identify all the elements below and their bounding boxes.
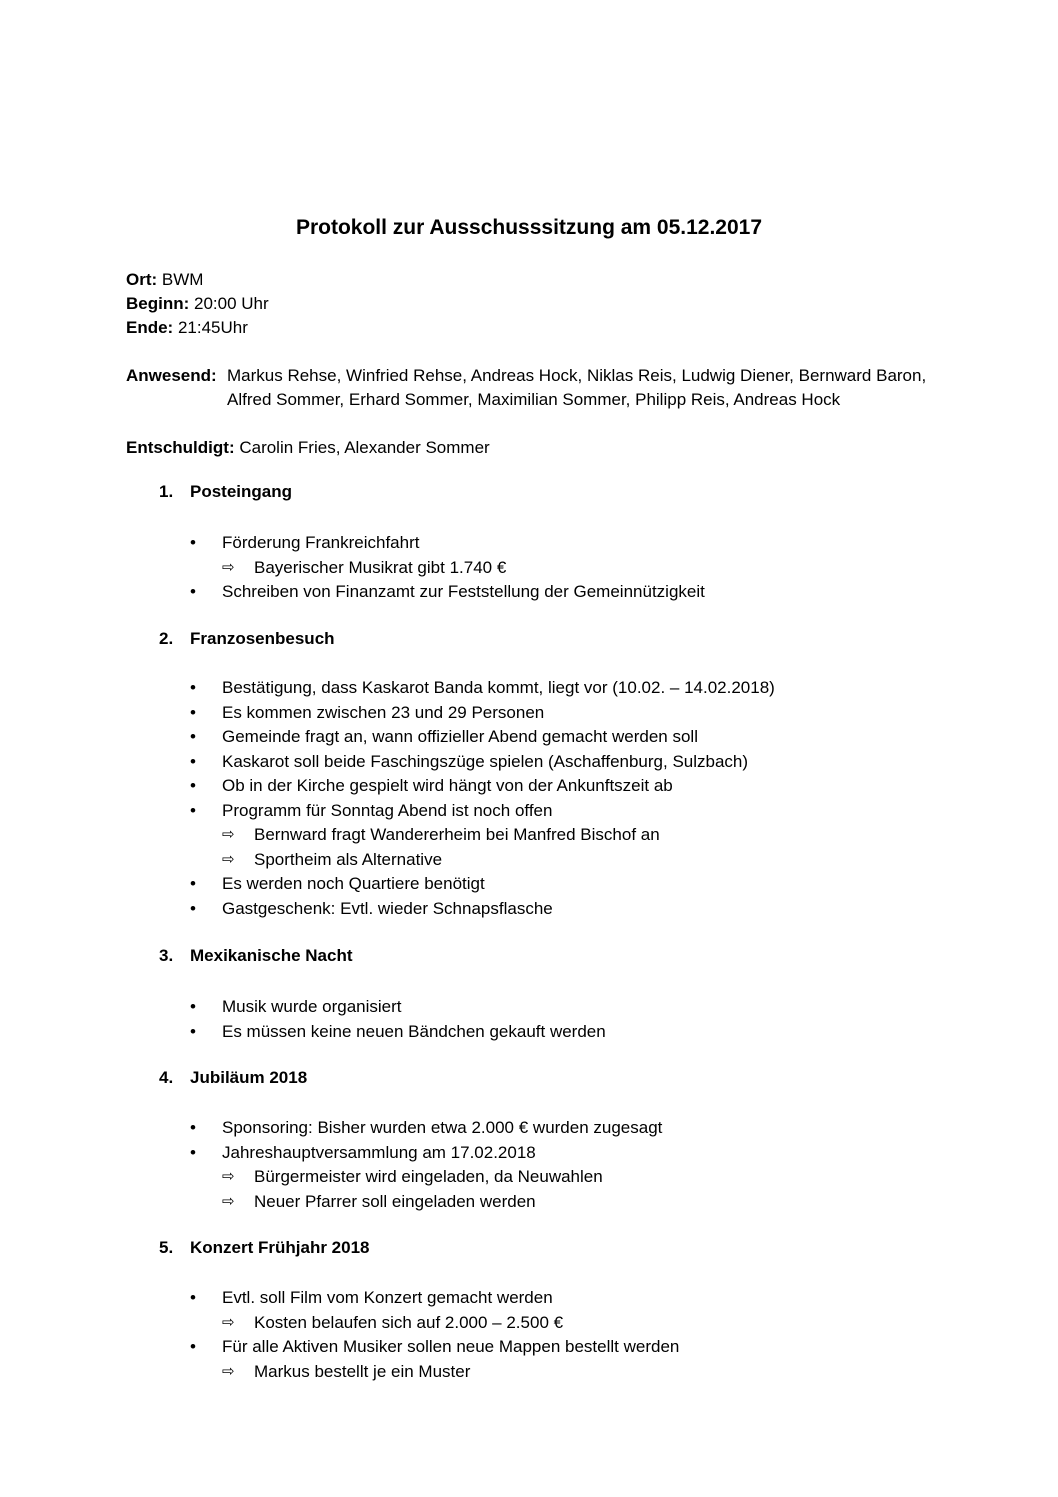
sub-list-item: ⇨ Kosten belaufen sich auf 2.000 – 2.500 €	[190, 1311, 679, 1336]
attendees	[126, 364, 946, 412]
meta-beginn	[126, 292, 269, 316]
sub-list-item: ⇨ Bernward fragt Wandererheim bei Manfred Bischof an	[190, 823, 775, 848]
ort-value: BWM	[157, 270, 204, 289]
section-number: 3.	[159, 946, 174, 965]
excused	[126, 436, 490, 460]
section-list	[190, 995, 606, 1044]
meta-ort	[126, 268, 269, 292]
excused-label: Entschuldigt:	[126, 438, 235, 457]
excused-names: Carolin Fries, Alexander Sommer	[234, 438, 490, 457]
section-number: 5.	[159, 1238, 174, 1257]
list-item: • Für alle Aktiven Musiker sollen neue Mappen bestellt werden	[190, 1335, 679, 1360]
sub-list-item: ⇨ Neuer Pfarrer soll eingeladen werden	[190, 1190, 662, 1215]
section-number: 2.	[159, 629, 174, 648]
meta-ende	[126, 316, 269, 340]
list-item: • Es müssen keine neuen Bändchen gekauft werden	[190, 1020, 606, 1045]
list-item: • Schreiben von Finanzamt zur Feststellung der Gemeinnützigkeit	[190, 580, 705, 605]
list-item: • Evtl. soll Film vom Konzert gemacht werden	[190, 1286, 679, 1311]
ort-label: Ort:	[126, 270, 158, 289]
section-heading	[159, 629, 335, 649]
list-item: • Gemeinde fragt an, wann offizieller Abend gemacht werden soll	[190, 725, 775, 750]
section-list	[190, 531, 705, 605]
meeting-meta	[126, 268, 269, 340]
section-title: Franzosenbesuch	[190, 629, 335, 648]
list-item: • Bestätigung, dass Kaskarot Banda kommt, liegt vor (10.02. – 14.02.2018)	[190, 676, 775, 701]
sub-list-item: ⇨ Sportheim als Alternative	[190, 848, 775, 873]
page-title: Protokoll zur Ausschusssitzung am 05.12.2017	[295, 216, 763, 239]
list-item: • Gastgeschenk: Evtl. wieder Schnapsflasche	[190, 897, 775, 922]
list-item: • Es kommen zwischen 23 und 29 Personen	[190, 701, 775, 726]
beginn-value: 20:00 Uhr	[189, 294, 269, 313]
ende-value: 21:45Uhr	[173, 318, 248, 337]
section-heading	[159, 1238, 370, 1258]
attendees-names: Markus Rehse, Winfried Rehse, Andreas Hock, Niklas Reis, Ludwig Diener, Bernward Baron, Alfred Sommer, Erhard Sommer, Maximilian Sommer, Philipp Reis, Andreas Hock	[227, 366, 927, 409]
beginn-label: Beginn:	[126, 294, 190, 313]
section-heading	[159, 946, 353, 966]
ende-label: Ende:	[126, 318, 174, 337]
list-item: • Sponsoring: Bisher wurden etwa 2.000 € wurden zugesagt	[190, 1116, 662, 1141]
section-list	[190, 1116, 662, 1214]
section-title: Konzert Frühjahr 2018	[190, 1238, 370, 1257]
attendees-label: Anwesend:	[126, 366, 217, 385]
list-item: • Jahreshauptversammlung am 17.02.2018	[190, 1141, 662, 1166]
list-item: • Es werden noch Quartiere benötigt	[190, 872, 775, 897]
list-item: • Musik wurde organisiert	[190, 995, 606, 1020]
section-number: 4.	[159, 1068, 174, 1087]
section-list	[190, 1286, 679, 1384]
section-number: 1.	[159, 482, 174, 501]
list-item: • Kaskarot soll beide Faschingszüge spielen (Aschaffenburg, Sulzbach)	[190, 750, 775, 775]
sub-list-item: ⇨ Markus bestellt je ein Muster	[190, 1360, 679, 1385]
section-list	[190, 676, 775, 921]
list-item: • Programm für Sonntag Abend ist noch offen	[190, 799, 775, 824]
section-heading	[159, 482, 292, 502]
section-title: Mexikanische Nacht	[190, 946, 353, 965]
sub-list-item: ⇨ Bayerischer Musikrat gibt 1.740 €	[190, 556, 705, 581]
section-heading	[159, 1068, 307, 1088]
section-title: Posteingang	[190, 482, 293, 501]
section-title: Jubiläum 2018	[190, 1068, 308, 1087]
list-item: • Förderung Frankreichfahrt	[190, 531, 705, 556]
list-item: • Ob in der Kirche gespielt wird hängt von der Ankunftszeit ab	[190, 774, 775, 799]
sub-list-item: ⇨ Bürgermeister wird eingeladen, da Neuwahlen	[190, 1165, 662, 1190]
